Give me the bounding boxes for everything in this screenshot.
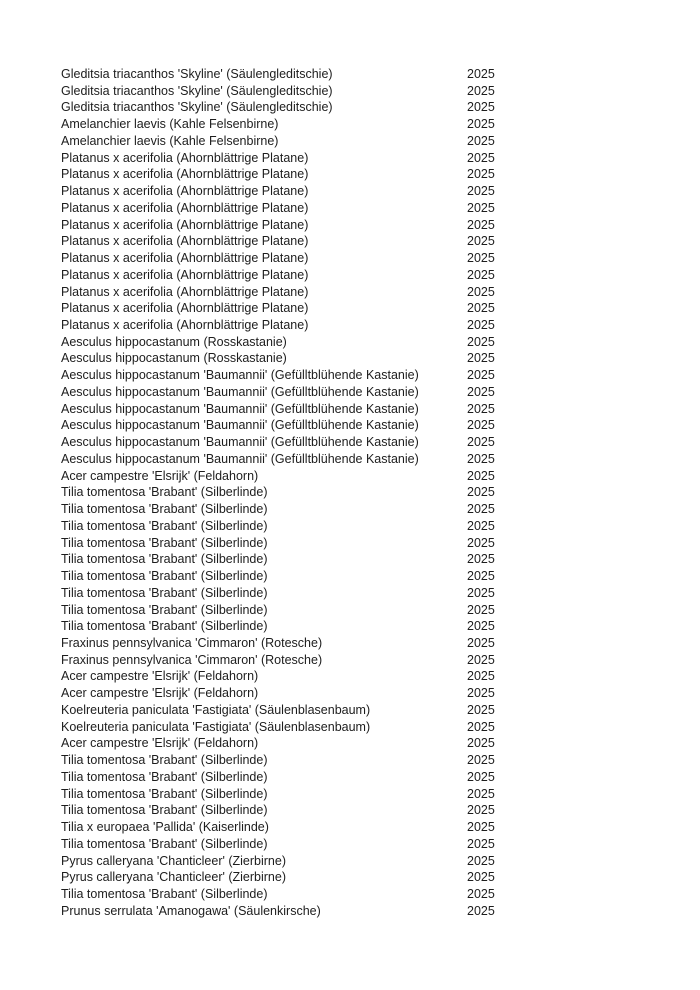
tree-list-row bbox=[61, 116, 681, 133]
tree-list-row bbox=[61, 685, 681, 702]
tree-list-row bbox=[61, 853, 681, 870]
tree-list-row bbox=[61, 66, 681, 83]
tree-species-name: Fraxinus pennsylvanica 'Cimmaron' (Rotesche) bbox=[61, 635, 323, 650]
tree-species-name: Acer campestre 'Elsrijk' (Feldahorn) bbox=[61, 686, 259, 701]
tree-species-name: Amelanchier laevis (Kahle Felsenbirne) bbox=[61, 117, 279, 132]
tree-species-name: Tilia tomentosa 'Brabant' (Silberlinde) bbox=[61, 886, 268, 901]
tree-species-name: Tilia x europaea 'Pallida' (Kaiserlinde) bbox=[61, 820, 269, 835]
tree-species-name: Tilia tomentosa 'Brabant' (Silberlinde) bbox=[61, 753, 268, 768]
planting-year: 2025 bbox=[467, 100, 495, 115]
planting-year: 2025 bbox=[467, 719, 495, 734]
planting-year: 2025 bbox=[467, 184, 495, 199]
tree-list-row bbox=[61, 652, 681, 669]
tree-list-row bbox=[61, 233, 681, 250]
tree-list-row bbox=[61, 769, 681, 786]
tree-list-row bbox=[61, 635, 681, 652]
tree-list-row bbox=[61, 903, 681, 920]
tree-list-row bbox=[61, 518, 681, 535]
planting-year: 2025 bbox=[467, 535, 495, 550]
tree-species-name: Tilia tomentosa 'Brabant' (Silberlinde) bbox=[61, 786, 268, 801]
tree-list-row bbox=[61, 468, 681, 485]
tree-list-row bbox=[61, 451, 681, 468]
planting-year: 2025 bbox=[467, 820, 495, 835]
tree-species-name: Tilia tomentosa 'Brabant' (Silberlinde) bbox=[61, 803, 268, 818]
planting-year: 2025 bbox=[467, 284, 495, 299]
planting-year: 2025 bbox=[467, 753, 495, 768]
planting-year: 2025 bbox=[467, 83, 495, 98]
tree-species-name: Acer campestre 'Elsrijk' (Feldahorn) bbox=[61, 669, 259, 684]
tree-species-name: Gleditsia triacanthos 'Skyline' (Säulengleditschie) bbox=[61, 100, 333, 115]
planting-year: 2025 bbox=[467, 150, 495, 165]
planting-year: 2025 bbox=[467, 552, 495, 567]
tree-species-name: Tilia tomentosa 'Brabant' (Silberlinde) bbox=[61, 518, 268, 533]
tree-list-row bbox=[61, 819, 681, 836]
tree-list-row bbox=[61, 735, 681, 752]
tree-species-name: Tilia tomentosa 'Brabant' (Silberlinde) bbox=[61, 769, 268, 784]
planting-year: 2025 bbox=[467, 351, 495, 366]
planting-year: 2025 bbox=[467, 485, 495, 500]
planting-year: 2025 bbox=[467, 870, 495, 885]
planting-year: 2025 bbox=[467, 401, 495, 416]
tree-species-name: Aesculus hippocastanum 'Baumannii' (Gefülltblühende Kastanie) bbox=[61, 451, 419, 466]
tree-list-row bbox=[61, 752, 681, 769]
tree-list-row bbox=[61, 150, 681, 167]
tree-list-row bbox=[61, 384, 681, 401]
tree-species-name: Platanus x acerifolia (Ahornblättrige Platane) bbox=[61, 251, 309, 266]
tree-list-row bbox=[61, 317, 681, 334]
tree-list-row bbox=[61, 200, 681, 217]
tree-species-name: Platanus x acerifolia (Ahornblättrige Platane) bbox=[61, 167, 309, 182]
tree-list-row bbox=[61, 417, 681, 434]
planting-year: 2025 bbox=[467, 133, 495, 148]
tree-species-name: Tilia tomentosa 'Brabant' (Silberlinde) bbox=[61, 836, 268, 851]
tree-list-row bbox=[61, 267, 681, 284]
planting-year: 2025 bbox=[467, 384, 495, 399]
planting-year: 2025 bbox=[467, 217, 495, 232]
tree-list-row bbox=[61, 250, 681, 267]
tree-species-name: Platanus x acerifolia (Ahornblättrige Platane) bbox=[61, 318, 309, 333]
tree-species-name: Aesculus hippocastanum 'Baumannii' (Gefülltblühende Kastanie) bbox=[61, 418, 419, 433]
tree-list-row bbox=[61, 836, 681, 853]
tree-list-row bbox=[61, 886, 681, 903]
planting-year: 2025 bbox=[467, 67, 495, 81]
tree-species-name: Platanus x acerifolia (Ahornblättrige Platane) bbox=[61, 267, 309, 282]
planting-year: 2025 bbox=[467, 318, 495, 333]
tree-list-row bbox=[61, 702, 681, 719]
tree-list-row bbox=[61, 334, 681, 351]
tree-list-row bbox=[61, 367, 681, 384]
tree-species-name: Tilia tomentosa 'Brabant' (Silberlinde) bbox=[61, 485, 268, 500]
tree-species-name: Tilia tomentosa 'Brabant' (Silberlinde) bbox=[61, 585, 268, 600]
tree-list bbox=[61, 66, 681, 919]
tree-species-name: Platanus x acerifolia (Ahornblättrige Platane) bbox=[61, 301, 309, 316]
tree-species-name: Fraxinus pennsylvanica 'Cimmaron' (Rotesche) bbox=[61, 652, 323, 667]
tree-list-row bbox=[61, 300, 681, 317]
planting-year: 2025 bbox=[467, 502, 495, 517]
tree-list-row bbox=[61, 802, 681, 819]
planting-year: 2025 bbox=[467, 569, 495, 584]
planting-year: 2025 bbox=[467, 619, 495, 634]
tree-species-name: Acer campestre 'Elsrijk' (Feldahorn) bbox=[61, 736, 259, 751]
tree-list-row bbox=[61, 284, 681, 301]
planting-year: 2025 bbox=[467, 635, 495, 650]
planting-year: 2025 bbox=[467, 301, 495, 316]
tree-list-row bbox=[61, 350, 681, 367]
tree-species-name: Aesculus hippocastanum (Rosskastanie) bbox=[61, 334, 287, 349]
tree-list-row bbox=[61, 133, 681, 150]
planting-year: 2025 bbox=[467, 267, 495, 282]
tree-species-name: Tilia tomentosa 'Brabant' (Silberlinde) bbox=[61, 502, 268, 517]
planting-year: 2025 bbox=[467, 602, 495, 617]
planting-year: 2025 bbox=[467, 117, 495, 132]
planting-year: 2025 bbox=[467, 234, 495, 249]
planting-year: 2025 bbox=[467, 736, 495, 751]
tree-list-row bbox=[61, 434, 681, 451]
tree-list-row bbox=[61, 668, 681, 685]
planting-year: 2025 bbox=[467, 451, 495, 466]
tree-species-name: Gleditsia triacanthos 'Skyline' (Säulengleditschie) bbox=[61, 67, 333, 81]
tree-species-name: Aesculus hippocastanum 'Baumannii' (Gefülltblühende Kastanie) bbox=[61, 368, 419, 383]
tree-list-row bbox=[61, 217, 681, 234]
tree-list-row bbox=[61, 585, 681, 602]
tree-species-name: Tilia tomentosa 'Brabant' (Silberlinde) bbox=[61, 602, 268, 617]
tree-species-name: Tilia tomentosa 'Brabant' (Silberlinde) bbox=[61, 569, 268, 584]
tree-list-row bbox=[61, 183, 681, 200]
tree-list-row bbox=[61, 786, 681, 803]
tree-list-row bbox=[61, 602, 681, 619]
tree-species-name: Gleditsia triacanthos 'Skyline' (Säulengleditschie) bbox=[61, 83, 333, 98]
tree-list-row bbox=[61, 535, 681, 552]
planting-year: 2025 bbox=[467, 468, 495, 483]
planting-year: 2025 bbox=[467, 836, 495, 851]
tree-species-name: Aesculus hippocastanum 'Baumannii' (Gefülltblühende Kastanie) bbox=[61, 401, 419, 416]
planting-year: 2025 bbox=[467, 886, 495, 901]
tree-species-name: Tilia tomentosa 'Brabant' (Silberlinde) bbox=[61, 535, 268, 550]
planting-year: 2025 bbox=[467, 669, 495, 684]
planting-year: 2025 bbox=[467, 418, 495, 433]
tree-list-row bbox=[61, 618, 681, 635]
tree-list-row bbox=[61, 568, 681, 585]
tree-species-name: Tilia tomentosa 'Brabant' (Silberlinde) bbox=[61, 619, 268, 634]
planting-year: 2025 bbox=[467, 435, 495, 450]
tree-species-name: Platanus x acerifolia (Ahornblättrige Platane) bbox=[61, 284, 309, 299]
planting-year: 2025 bbox=[467, 200, 495, 215]
tree-species-name: Acer campestre 'Elsrijk' (Feldahorn) bbox=[61, 468, 259, 483]
tree-species-name: Pyrus calleryana 'Chanticleer' (Zierbirne) bbox=[61, 853, 286, 868]
tree-species-name: Koelreuteria paniculata 'Fastigiata' (Säulenblasenbaum) bbox=[61, 719, 371, 734]
tree-species-name: Amelanchier laevis (Kahle Felsenbirne) bbox=[61, 133, 279, 148]
planting-year: 2025 bbox=[467, 803, 495, 818]
planting-year: 2025 bbox=[467, 686, 495, 701]
tree-list-row bbox=[61, 719, 681, 736]
tree-list-row bbox=[61, 166, 681, 183]
tree-species-name: Prunus serrulata 'Amanogawa' (Säulenkirsche) bbox=[61, 903, 321, 918]
tree-list-row bbox=[61, 99, 681, 116]
planting-year: 2025 bbox=[467, 786, 495, 801]
tree-species-name: Platanus x acerifolia (Ahornblättrige Platane) bbox=[61, 150, 309, 165]
tree-species-name: Pyrus calleryana 'Chanticleer' (Zierbirne) bbox=[61, 870, 286, 885]
tree-list-row bbox=[61, 484, 681, 501]
planting-year: 2025 bbox=[467, 585, 495, 600]
tree-species-name: Aesculus hippocastanum 'Baumannii' (Gefülltblühende Kastanie) bbox=[61, 435, 419, 450]
tree-species-name: Aesculus hippocastanum 'Baumannii' (Gefülltblühende Kastanie) bbox=[61, 384, 419, 399]
planting-year: 2025 bbox=[467, 368, 495, 383]
tree-list-row bbox=[61, 401, 681, 418]
tree-list-row bbox=[61, 869, 681, 886]
tree-species-name: Platanus x acerifolia (Ahornblättrige Platane) bbox=[61, 200, 309, 215]
planting-year: 2025 bbox=[467, 167, 495, 182]
tree-species-name: Tilia tomentosa 'Brabant' (Silberlinde) bbox=[61, 552, 268, 567]
planting-year: 2025 bbox=[467, 652, 495, 667]
tree-species-name: Platanus x acerifolia (Ahornblättrige Platane) bbox=[61, 184, 309, 199]
tree-species-name: Platanus x acerifolia (Ahornblättrige Platane) bbox=[61, 234, 309, 249]
planting-year: 2025 bbox=[467, 853, 495, 868]
planting-year: 2025 bbox=[467, 251, 495, 266]
tree-list-row bbox=[61, 501, 681, 518]
planting-year: 2025 bbox=[467, 518, 495, 533]
tree-species-name: Aesculus hippocastanum (Rosskastanie) bbox=[61, 351, 287, 366]
tree-species-name: Platanus x acerifolia (Ahornblättrige Platane) bbox=[61, 217, 309, 232]
tree-list-row bbox=[61, 551, 681, 568]
planting-year: 2025 bbox=[467, 334, 495, 349]
tree-list-row bbox=[61, 83, 681, 100]
planting-year: 2025 bbox=[467, 702, 495, 717]
planting-year: 2025 bbox=[467, 769, 495, 784]
planting-year: 2025 bbox=[467, 903, 495, 918]
tree-species-name: Koelreuteria paniculata 'Fastigiata' (Säulenblasenbaum) bbox=[61, 702, 371, 717]
